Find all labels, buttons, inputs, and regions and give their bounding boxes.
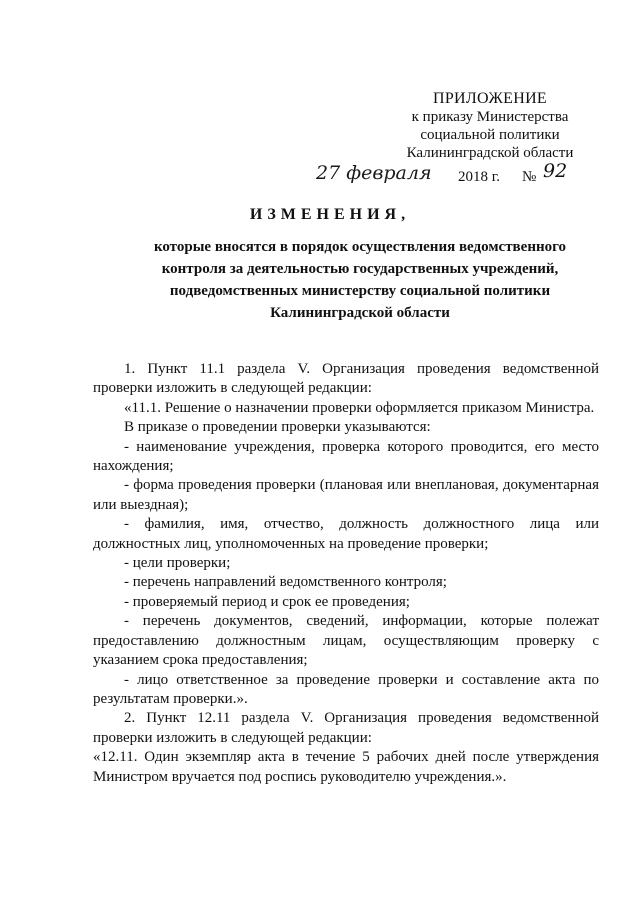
- appendix-line: социальной политики: [420, 127, 560, 143]
- handwritten-number: 92: [543, 160, 568, 182]
- paragraph: 1. Пункт 11.1 раздела V. Организация проведения ведомственной проверки изложить в следующей редакции:: [93, 361, 599, 397]
- paragraph: «11.1. Решение о назначении проверки оформляется приказом Министра.: [124, 399, 595, 416]
- appendix-line: к приказу Министерства: [411, 109, 569, 125]
- appendix-year: 2018 г.: [458, 169, 500, 185]
- paragraph: - перечень направлений ведомственного контроля;: [124, 574, 447, 591]
- document-body: [93, 360, 599, 787]
- document-subheading: [130, 236, 590, 324]
- appendix-date-line: [316, 160, 620, 190]
- appendix-title: ПРИЛОЖЕНИЕ: [432, 90, 547, 107]
- document-heading: ИЗМЕНЕНИЯ,: [249, 206, 411, 223]
- number-sign: №: [522, 169, 537, 185]
- paragraph: - фамилия, имя, отчество, должность должностного лица или должностных лиц, уполномоченных на проведение проверки;: [93, 516, 599, 552]
- subheading-line: подведомственных министерству социальной политики: [169, 283, 551, 299]
- paragraph: В приказе о проведении проверки указываются:: [124, 419, 431, 436]
- paragraph: - лицо ответственное за проведение проверки и составление акта по результатам проверки.».: [93, 671, 599, 707]
- subheading-line: которые вносятся в порядок осуществления ведомственного: [153, 239, 567, 255]
- paragraph: - проверяемый период и срок ее проведения;: [124, 593, 410, 610]
- paragraph: 2. Пункт 12.11 раздела V. Организация проведения ведомственной проверки изложить в следующей редакции:: [93, 710, 599, 746]
- paragraph: - форма проведения проверки (плановая или внеплановая, документарная или выездная);: [93, 477, 599, 513]
- handwritten-date: 27 февраля: [316, 162, 432, 184]
- subheading-line: Калининградской области: [270, 305, 450, 321]
- appendix-line: Калининградской области: [406, 145, 574, 161]
- paragraph: - наименование учреждения, проверка которого проводится, его место нахождения;: [93, 438, 599, 475]
- paragraph: - перечень документов, сведений, информации, которые полежат предоставлению должностным лицам, осуществляющим проверку с указанием срока предоставления;: [93, 613, 599, 669]
- paragraph: «12.11. Один экземпляр акта в течение 5 рабочих дней после утверждения Министром вручается под роспись руководителю учреждения.».: [93, 749, 599, 785]
- subheading-line: контроля за деятельностью государственных учреждений,: [161, 261, 559, 277]
- appendix-block: [316, 90, 620, 190]
- paragraph: - цели проверки;: [124, 555, 231, 572]
